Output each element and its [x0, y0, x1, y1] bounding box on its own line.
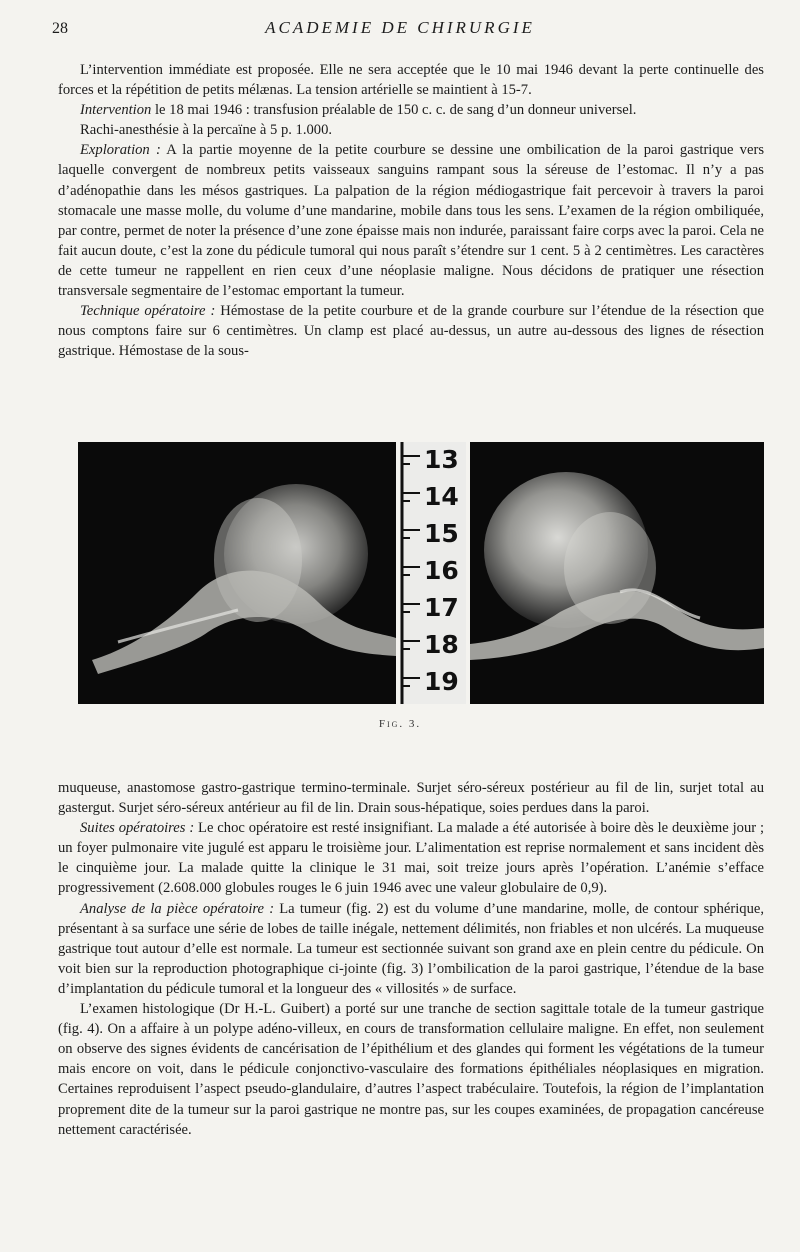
paragraph-lead: Technique opératoire :	[80, 303, 216, 320]
figure-3	[78, 442, 764, 704]
text-block-bottom	[58, 778, 764, 1140]
ruler-label: 17	[424, 593, 459, 622]
paragraph	[58, 60, 764, 100]
paragraph	[58, 778, 764, 818]
figure-caption: Fig. 3.	[378, 718, 422, 730]
specimen-photo-left	[78, 442, 396, 704]
specimen-photo-right	[470, 442, 764, 704]
text-block-top	[58, 60, 764, 361]
paragraph	[58, 140, 764, 301]
ruler-label: 14	[424, 482, 459, 511]
measurement-ruler	[400, 442, 466, 704]
paragraph-text: L’examen histologique (Dr H.-L. Guibert) a porté sur une tranche de section sagittale totale de la tumeur gastrique (fig. 4). On a affaire à un polype adéno-villeux, en cours de transformation cellulaire maligne. En effet, non seulement on observe des signes évidents de cancérisation de l’épithélium et des glandes qui forment les végétations de la tumeur mais encore on voit, dans le pédicule conjonctivo-vasculaire des formations épithéliales néoplasiques en migration. Certaines reproduisent l’aspect pseudo-glandulaire, d’autres l’aspect trabéculaire. Toutefois, la région de l’implantation proprement dite de la tumeur sur la paroi gastrique ne montre pas, sur les coupes examinées, de propagation cancéreuse nettement caractérisée.	[58, 1001, 764, 1138]
paragraph-text: Le choc opératoire est resté insignifiant. La malade a été autorisée à boire dès le deuxième jour ; un foyer pulmonaire vite jugulé est apparu le troisième jour. L’alimentation est reprise normalement et sans incident dès le cinquième jour. La malade quitte la clinique le 31 mai, soit treize jours après l’opération. L’anémie s’efface progressivement (2.608.000 globules rouges le 6 juin 1946 avec une valeur globulaire de 0,9).	[58, 820, 765, 897]
ruler-label: 19	[424, 667, 459, 696]
paragraph-text: le 18 mai 1946 : transfusion préalable de 150 c. c. de sang d’un donneur universel.	[151, 102, 637, 119]
paragraph-lead: Analyse de la pièce opératoire :	[80, 900, 275, 917]
paragraph-lead: Intervention	[80, 102, 152, 119]
ruler-label: 13	[424, 445, 459, 474]
paragraph-lead: Suites opératoires :	[80, 820, 195, 837]
page-header	[0, 18, 800, 44]
paragraph	[58, 818, 764, 898]
paragraph	[58, 301, 764, 361]
paragraph-lead: Exploration :	[80, 142, 161, 159]
ruler-label: 15	[424, 519, 459, 548]
ruler-label: 18	[424, 630, 459, 659]
paragraph-text: L’intervention immédiate est proposée. Elle ne sera acceptée que le 10 mai 1946 devant la perte continuelle des forces et la répétition de petits mélænas. La tension artérielle se maintient à 15-7.	[58, 62, 764, 99]
paragraph	[58, 899, 764, 999]
paragraph	[58, 999, 764, 1140]
ruler-label: 16	[424, 556, 459, 585]
paragraph-text: Hémostase de la petite courbure et de la grande courbure sur l’étendue de la résection que nous comptons faire sur 6 centimètres. Un clamp est placé au-dessus, un autre au-dessous des lignes de résection gastrique. Hémostase de la sous-	[58, 303, 765, 360]
paragraph-text: A la partie moyenne de la petite courbure se dessine une ombilication de la paroi gastrique vers laquelle convergent de nombreux petits vaisseaux sanguins rampant sous la séreuse de l’estomac. Il n’y a pas d’adénopathie dans les mésos gastriques. La palpation de la région médiogastrique fait percevoir à travers la paroi stomacale une masse molle, du volume d’une mandarine, mobile dans tous les sens. L’examen de la région ombiliquée, par contre, permet de noter la présence d’une zone épaisse mais non indurée, paraissant faire corps avec la paroi. Cela ne fait aucun doute, c’est la zone du pédicule tumoral qui nous paraît s’étendre sur 1 cent. 5 à 2 centimètres. Les caractères de cette tumeur ne rappellent en rien ceux d’une néoplasie maligne. Nous décidons de pratiquer une résection transversale segmentaire de l’estomac emportant la tumeur.	[58, 142, 764, 300]
paragraph-text: muqueuse, anastomose gastro-gastrique termino-terminale. Surjet séro-séreux postérieur au fil de lin, surjet total au gastergut. Surjet séro-séreux antérieur au fil de lin. Drain sous-hépatique, soies perdues dans la paroi.	[58, 780, 764, 817]
paragraph	[58, 120, 764, 140]
page-number: 28	[52, 20, 68, 37]
paragraph-text: La tumeur (fig. 2) est du volume d’une mandarine, molle, de contour sphérique, présentant à sa surface une série de lobes de taille inégale, nettement délimités, non friables et non ulcérés. La muqueuse gastrique tout autour d’elle est normale. La tumeur est sectionnée suivant son grand axe en plein centre du pédicule. On voit bien sur la reproduction photographique ci-jointe (fig. 3) l’ombilication de la paroi gastrique, l’étendue de la base d’implantation du pédicule tumoral et la longueur des « villosités » de surface.	[58, 900, 764, 997]
paragraph	[58, 100, 764, 120]
paragraph-text: Rachi-anesthésie à la percaïne à 5 p. 1.000.	[80, 122, 333, 139]
running-title: ACADEMIE DE CHIRURGIE	[265, 18, 535, 37]
